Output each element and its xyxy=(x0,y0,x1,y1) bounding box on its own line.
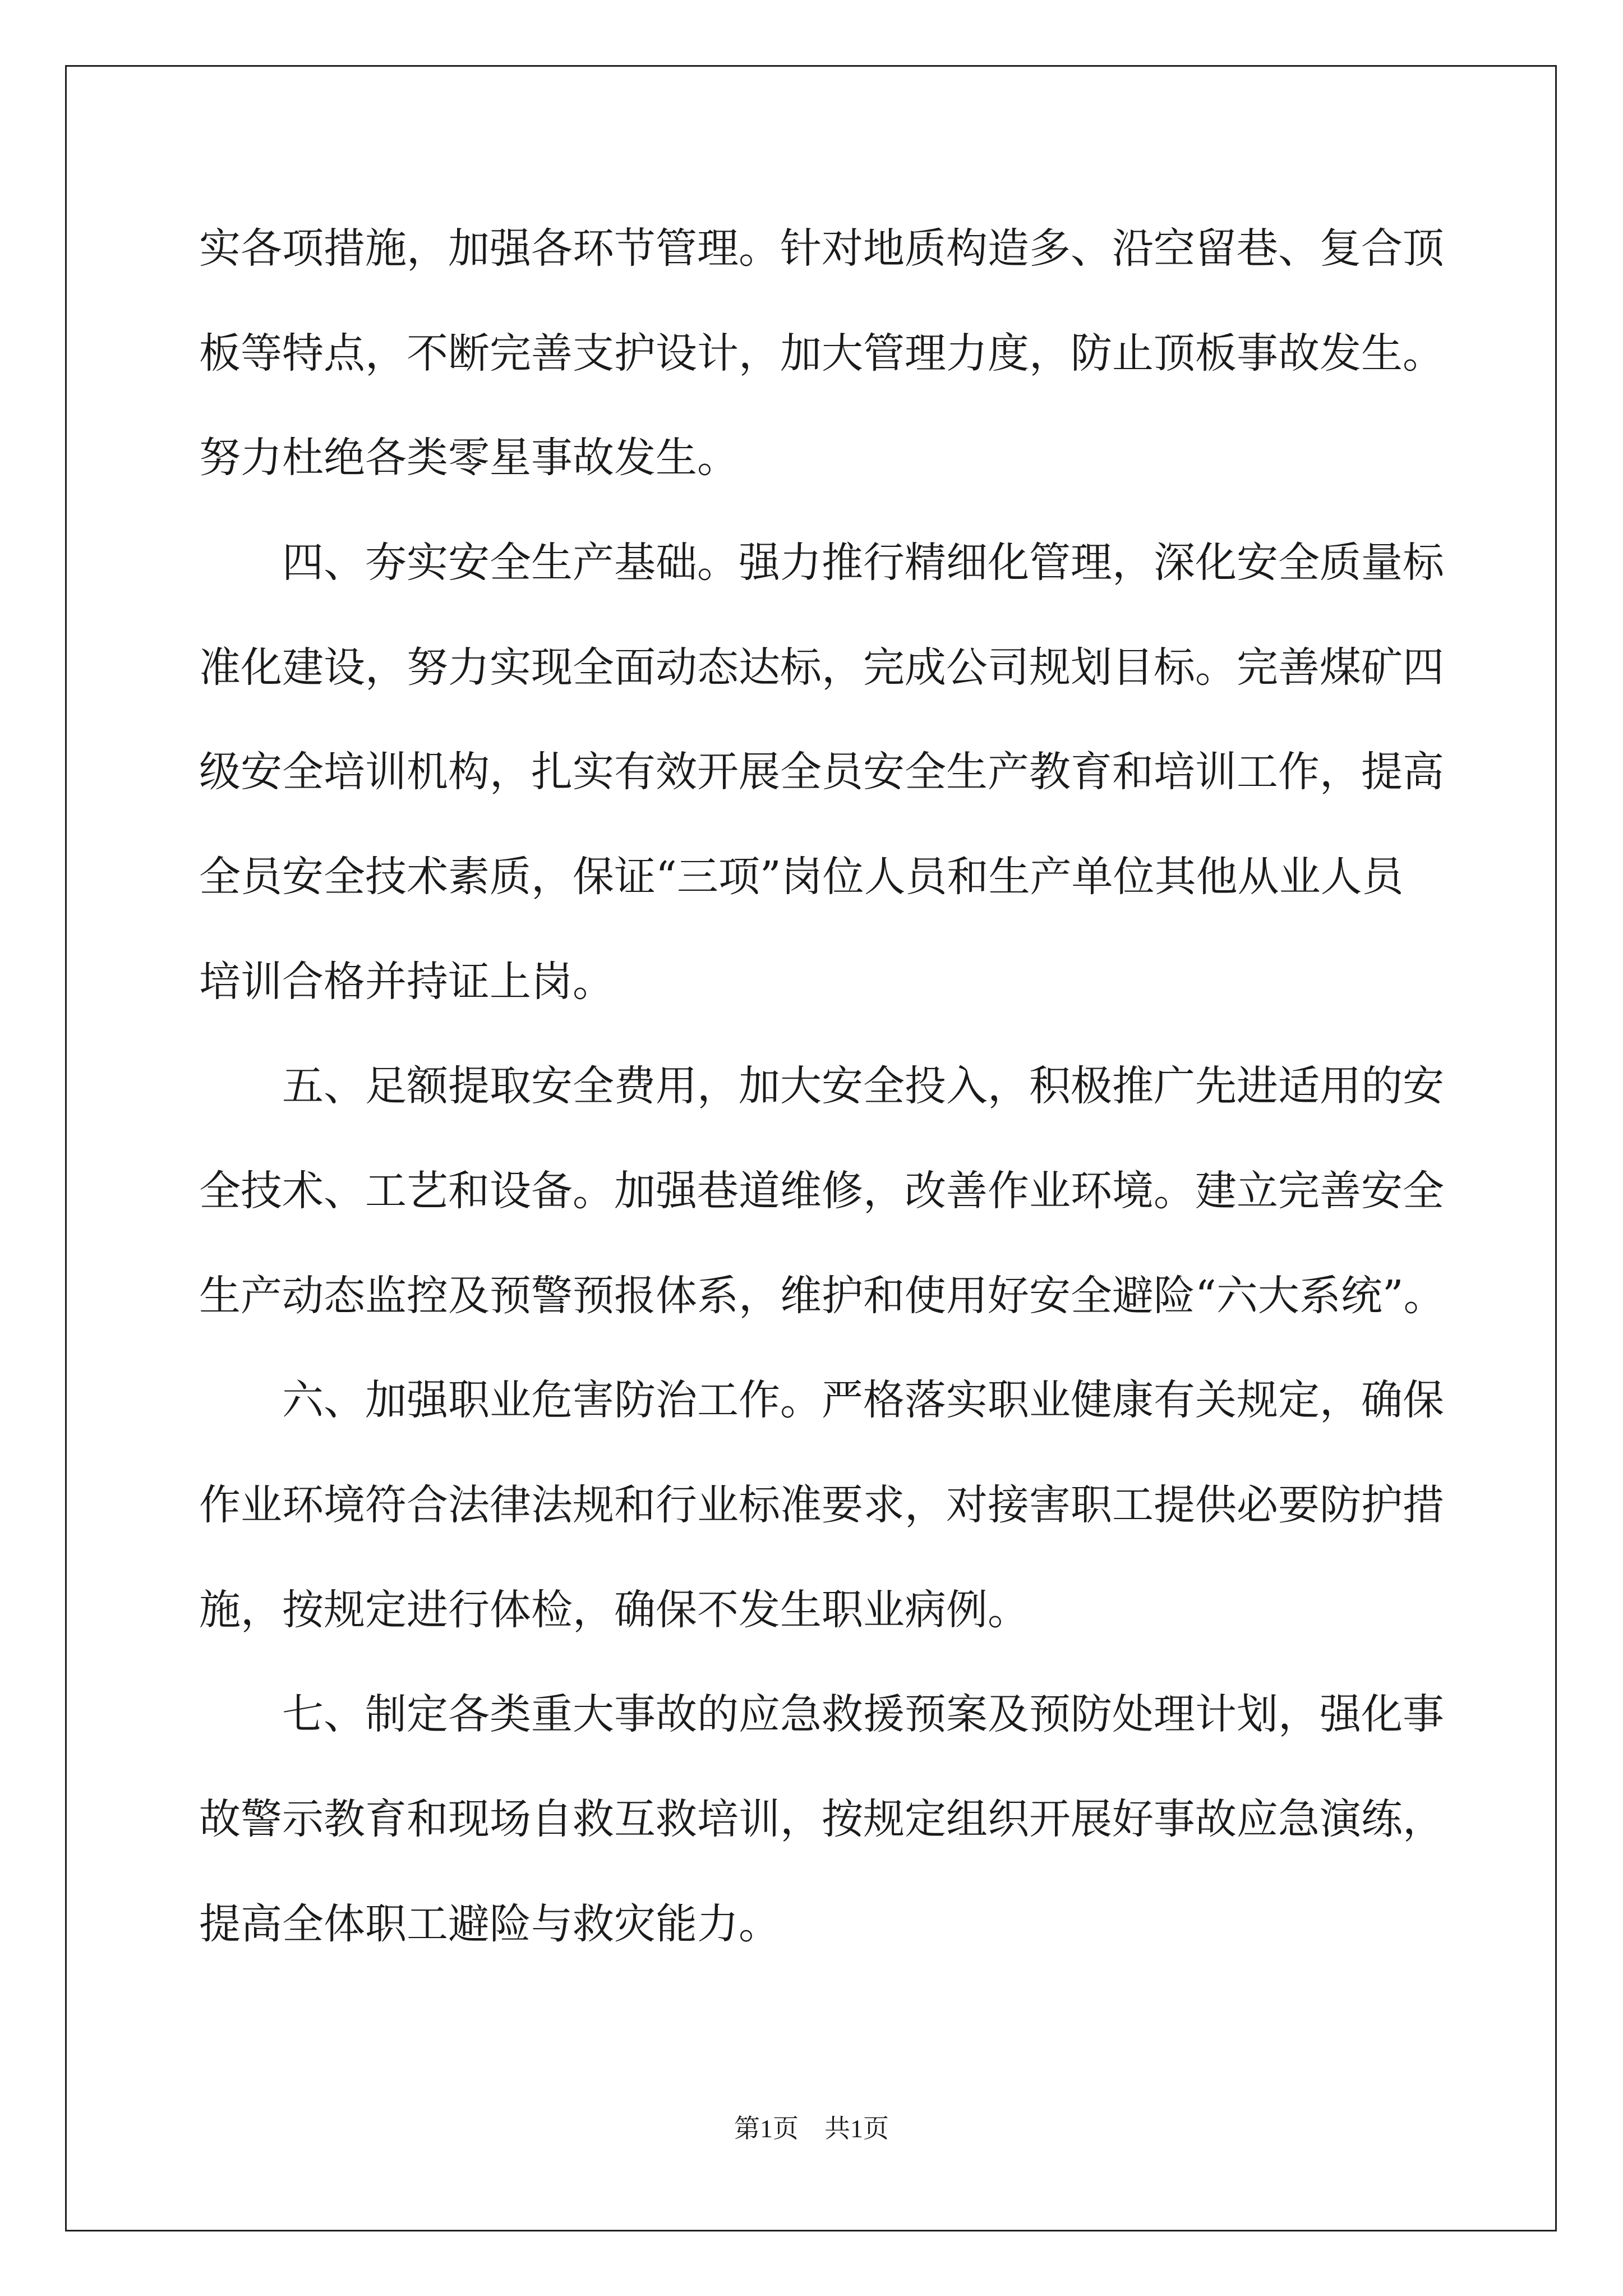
page-footer: 第1页 共1页 xyxy=(734,2114,889,2143)
text-line: 板等特点，不断完善支护设计，加大管理力度，防止顶板事故发生。 xyxy=(199,329,1444,378)
text-line: 实各项措施，加强各环节管理。针对地质构造多、沿空留巷、复合顶 xyxy=(199,224,1444,273)
text-line: 全员安全技术素质，保证“三项”岗位人员和生产单位其他从业人员 xyxy=(199,853,1404,901)
text-line: 五、足额提取安全费用，加大安全投入，积极推广先进适用的安 xyxy=(199,1062,1444,1110)
text-line: 六、加强职业危害防治工作。严格落实职业健康有关规定，确保 xyxy=(199,1376,1444,1424)
text-line: 准化建设，努力实现全面动态达标，完成公司规划目标。完善煤矿四 xyxy=(199,643,1444,692)
text-line: 努力杜绝各类零星事故发生。 xyxy=(199,434,739,482)
text-line: 作业环境符合法律法规和行业标准要求，对接害职工提供必要防护措 xyxy=(199,1481,1444,1529)
text-line: 四、夯实安全生产基础。强力推行精细化管理，深化安全质量标 xyxy=(199,539,1444,587)
text-line: 全技术、工艺和设备。加强巷道维修，改善作业环境。建立完善安全 xyxy=(199,1167,1444,1215)
text-line: 提高全体职工避险与救灾能力。 xyxy=(199,1900,780,1948)
text-line: 故警示教育和现场自救互救培训，按规定组织开展好事故应急演练， xyxy=(199,1795,1444,1843)
text-line: 生产动态监控及预警预报体系，维护和使用好安全避险“六大系统”。 xyxy=(199,1272,1445,1320)
text-line: 级安全培训机构，扎实有效开展全员安全生产教育和培训工作，提高 xyxy=(199,748,1444,796)
text-line: 七、制定各类重大事故的应急救援预案及预防处理计划，强化事 xyxy=(199,1690,1444,1738)
text-line: 施，按规定进行体检，确保不发生职业病例。 xyxy=(199,1586,1029,1634)
text-line: 培训合格并持证上岗。 xyxy=(199,958,614,1006)
